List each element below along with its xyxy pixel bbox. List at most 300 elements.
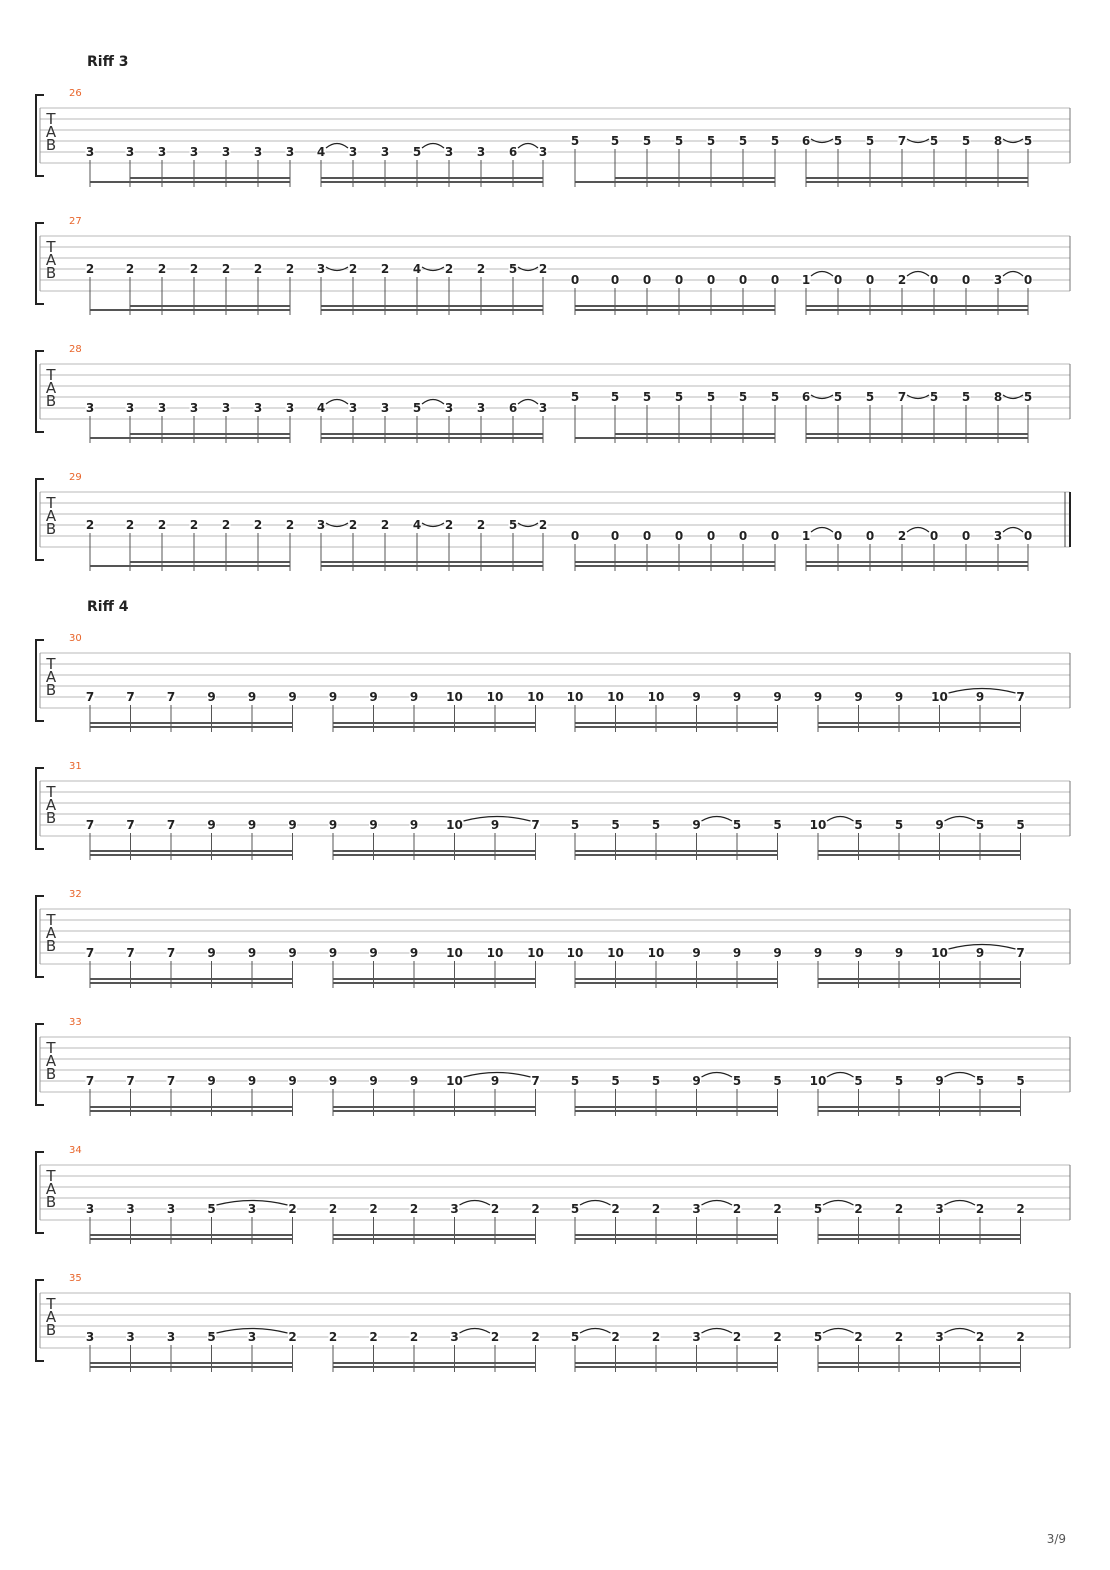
fret-number: 3 [125,401,135,415]
fret-number: 9 [328,818,338,832]
measure-number: 29 [69,472,82,483]
tie-slur [827,817,854,822]
fret-number: 5 [207,1202,216,1216]
fret-number: 5 [854,818,863,832]
measure-number: 27 [69,216,82,227]
measure-number: 26 [69,88,82,99]
fret-number: 10 [647,946,665,960]
tie-slur [823,1329,854,1334]
fret-number: 7 [166,818,176,832]
fret-number: 5 [610,390,620,404]
fret-number: 4 [412,518,422,532]
tab-clef-letter: A [45,507,57,525]
fret-number: 3 [157,401,167,415]
fret-number: 2 [369,1330,378,1344]
fret-number: 7 [166,690,176,704]
fret-number: 5 [1016,818,1025,832]
fret-number: 3 [85,145,95,159]
fret-number: 3 [157,145,167,159]
fret-number: 0 [961,529,971,543]
fret-number: 9 [288,1074,297,1088]
tab-clef-letter: B [45,937,57,955]
page-number: 3/9 [1046,1532,1066,1546]
fret-number: 7 [85,818,95,832]
fret-number: 2 [157,262,167,276]
fret-number: 9 [247,946,257,960]
fret-number: 9 [732,946,742,960]
fret-number: 2 [773,1202,782,1216]
fret-number: 9 [369,690,378,704]
fret-number: 2 [490,1202,500,1216]
fret-number: 9 [692,946,701,960]
tab-clef-letter: B [45,1065,57,1083]
fret-number: 8 [993,134,1003,148]
fret-number: 9 [773,946,782,960]
fret-number: 2 [288,1202,297,1216]
measure-number: 34 [69,1145,82,1156]
fret-number: 2 [531,1330,540,1344]
fret-number: 7 [85,946,95,960]
fret-number: 8 [993,390,1003,404]
fret-number: 5 [642,134,652,148]
fret-number: 9 [490,818,500,832]
fret-number: 3 [285,145,295,159]
fret-number: 0 [833,529,843,543]
fret-number: 9 [288,946,297,960]
tab-clef-letter: T [46,238,56,256]
fret-number: 5 [833,390,843,404]
tie-slur [702,1329,733,1334]
fret-number: 10 [566,690,584,704]
fret-number: 0 [706,273,716,287]
fret-number: 6 [508,401,518,415]
tab-clef-letter: T [46,494,56,512]
fret-number: 2 [369,1202,378,1216]
fret-number: 2 [897,529,907,543]
fret-number: 0 [674,273,684,287]
fret-number: 9 [409,946,419,960]
fret-number: 0 [738,529,748,543]
fret-number: 10 [446,946,463,960]
fret-number: 9 [409,1074,419,1088]
fret-number: 0 [961,273,971,287]
fret-number: 0 [770,273,780,287]
fret-number: 5 [770,390,780,404]
fret-number: 2 [125,262,135,276]
tab-clef-letter: T [46,783,56,801]
tab-clef-letter: A [45,379,57,397]
fret-number: 2 [651,1202,661,1216]
fret-number: 10 [527,946,544,960]
fret-number: 9 [328,1074,338,1088]
tie-slur [945,1201,976,1206]
fret-number: 0 [833,273,843,287]
fret-number: 2 [732,1202,742,1216]
fret-number: 3 [285,401,295,415]
fret-number: 7 [166,1074,176,1088]
fret-number: 2 [221,262,231,276]
fret-number: 0 [1023,273,1033,287]
fret-number: 0 [738,273,748,287]
tab-clef-letter: T [46,1039,56,1057]
fret-number: 2 [894,1330,904,1344]
fret-number: 5 [833,134,843,148]
fret-number: 5 [773,1074,782,1088]
fret-number: 2 [490,1330,500,1344]
fret-number: 5 [961,134,971,148]
fret-number: 9 [247,690,257,704]
fret-number: 10 [486,690,504,704]
fret-number: 3 [189,145,199,159]
fret-number: 2 [611,1202,620,1216]
fret-number: 2 [538,518,548,532]
fret-number: 5 [207,1330,216,1344]
fret-number: 3 [253,145,263,159]
tie-slur [945,1329,976,1334]
tab-clef-letter: T [46,911,56,929]
section-title-riff-3: Riff 3 [87,54,129,70]
fret-number: 2 [409,1330,419,1344]
fret-number: 6 [801,134,811,148]
fret-number: 5 [651,818,661,832]
fret-number: 2 [328,1330,338,1344]
fret-number: 9 [935,1074,944,1088]
fret-number: 2 [651,1330,661,1344]
fret-number: 2 [288,1330,297,1344]
fret-number: 5 [611,1074,620,1088]
tie-slur [460,1201,491,1206]
fret-number: 9 [409,818,419,832]
tab-clef-letter: B [45,809,57,827]
tab-clef-letter: A [45,123,57,141]
tab-clef-letter: A [45,796,57,814]
fret-number: 2 [476,518,486,532]
fret-number: 3 [247,1330,257,1344]
fret-number: 10 [931,690,948,704]
fret-number: 2 [611,1330,620,1344]
fret-number: 9 [207,1074,216,1088]
fret-number: 9 [692,818,701,832]
fret-number: 7 [85,690,95,704]
fret-number: 5 [732,818,742,832]
fret-number: 9 [247,818,257,832]
fret-number: 10 [607,946,624,960]
fret-number: 2 [285,518,295,532]
fret-number: 7 [166,946,176,960]
fret-number: 3 [166,1202,176,1216]
fret-number: 9 [854,690,863,704]
fret-number: 4 [316,145,326,159]
fret-number: 3 [348,401,358,415]
tie-slur [580,1201,611,1206]
tab-clef-letter: B [45,1193,57,1211]
section-title-riff-4: Riff 4 [87,599,129,615]
fret-number: 10 [486,946,504,960]
fret-number: 2 [253,262,263,276]
fret-number: 0 [865,529,875,543]
fret-number: 9 [207,690,216,704]
fret-number: 9 [288,690,297,704]
fret-number: 10 [566,946,584,960]
fret-number: 1 [801,529,811,543]
fret-number: 0 [929,273,939,287]
tie-slur [811,528,833,533]
fret-number: 2 [157,518,167,532]
fret-number: 2 [328,1202,338,1216]
fret-number: 7 [1016,690,1025,704]
fret-number: 3 [221,401,231,415]
tie-slur [945,817,976,822]
measure-number: 33 [69,1017,82,1028]
tie-slur [702,1201,733,1206]
tie-slur [326,144,348,149]
fret-number: 5 [674,134,684,148]
fret-number: 5 [651,1074,661,1088]
fret-number: 9 [692,1074,701,1088]
fret-number: 5 [570,1202,580,1216]
fret-number: 3 [125,145,135,159]
tab-clef-letter: A [45,1308,57,1326]
fret-number: 2 [125,518,135,532]
fret-number: 3 [450,1330,459,1344]
fret-number: 5 [570,134,580,148]
fret-number: 5 [570,818,580,832]
fret-number: 0 [570,529,580,543]
fret-number: 2 [1016,1330,1025,1344]
tab-clef-letter: A [45,924,57,942]
fret-number: 3 [221,145,231,159]
fret-number: 5 [642,390,652,404]
fret-number: 10 [809,1074,827,1088]
fret-number: 5 [894,818,904,832]
tab-clef-letter: T [46,110,56,128]
fret-number: 3 [380,145,390,159]
fret-number: 2 [773,1330,782,1344]
fret-number: 5 [738,134,748,148]
fret-number: 3 [316,262,326,276]
tie-slur [827,1073,854,1078]
fret-number: 5 [412,401,422,415]
tie-slur [1003,528,1023,533]
fret-number: 2 [444,518,454,532]
fret-number: 7 [126,690,135,704]
fret-number: 7 [531,1074,540,1088]
fret-number: 3 [126,1330,135,1344]
fret-number: 7 [126,1074,135,1088]
tie-slur [945,1073,976,1078]
fret-number: 9 [975,946,985,960]
fret-number: 3 [253,401,263,415]
fret-number: 0 [1023,529,1033,543]
fret-number: 9 [854,946,863,960]
fret-number: 3 [85,1202,95,1216]
fret-number: 2 [1016,1202,1025,1216]
fret-number: 5 [508,518,518,532]
fret-number: 3 [444,401,454,415]
fret-number: 2 [409,1202,419,1216]
fret-number: 2 [538,262,548,276]
fret-number: 5 [611,818,620,832]
fret-number: 3 [348,145,358,159]
fret-number: 2 [854,1202,863,1216]
fret-number: 10 [809,818,827,832]
fret-number: 9 [935,818,944,832]
fret-number: 3 [85,401,95,415]
fret-number: 4 [316,401,326,415]
fret-number: 0 [642,273,652,287]
fret-number: 3 [126,1202,135,1216]
fret-number: 3 [993,529,1003,543]
fret-number: 3 [476,401,486,415]
fret-number: 9 [288,818,297,832]
fret-number: 2 [348,262,358,276]
tie-slur [823,1201,854,1206]
fret-number: 2 [348,518,358,532]
fret-number: 2 [897,273,907,287]
fret-number: 5 [738,390,748,404]
fret-number: 9 [409,690,419,704]
fret-number: 9 [207,818,216,832]
fret-number: 3 [450,1202,459,1216]
tie-slur [460,1329,491,1334]
tab-clef-letter: B [45,136,57,154]
fret-number: 5 [610,134,620,148]
fret-number: 5 [975,818,985,832]
fret-number: 2 [380,518,390,532]
fret-number: 5 [508,262,518,276]
fret-number: 5 [865,134,875,148]
fret-number: 7 [85,1074,95,1088]
fret-number: 0 [610,529,620,543]
fret-number: 5 [773,818,782,832]
fret-number: 10 [527,690,544,704]
fret-number: 2 [85,518,95,532]
fret-number: 6 [508,145,518,159]
fret-number: 10 [446,1074,463,1088]
fret-number: 10 [931,946,948,960]
fret-number: 5 [706,390,716,404]
tab-clef-letter: A [45,1180,57,1198]
fret-number: 10 [647,690,665,704]
fret-number: 9 [975,690,985,704]
fret-number: 5 [975,1074,985,1088]
tie-slur [907,528,929,533]
fret-number: 3 [189,401,199,415]
fret-number: 0 [570,273,580,287]
fret-number: 5 [412,145,422,159]
fret-number: 7 [126,946,135,960]
fret-number: 5 [929,390,939,404]
fret-number: 10 [607,690,624,704]
tie-slur [702,817,733,822]
fret-number: 5 [894,1074,904,1088]
fret-number: 5 [732,1074,742,1088]
tie-slur [422,144,444,149]
fret-number: 5 [961,390,971,404]
fret-number: 2 [476,262,486,276]
fret-number: 2 [380,262,390,276]
fret-number: 3 [935,1202,944,1216]
fret-number: 2 [85,262,95,276]
measure-number: 32 [69,889,82,900]
fret-number: 5 [706,134,716,148]
tab-clef-letter: T [46,655,56,673]
fret-number: 0 [642,529,652,543]
fret-number: 9 [894,946,904,960]
fret-number: 2 [444,262,454,276]
tie-slur [702,1073,733,1078]
fret-number: 0 [674,529,684,543]
fret-number: 9 [328,946,338,960]
tab-clef-letter: T [46,366,56,384]
tab-clef-letter: B [45,520,57,538]
fret-number: 3 [538,145,548,159]
fret-number: 5 [929,134,939,148]
fret-number: 5 [813,1330,823,1344]
fret-number: 5 [854,1074,863,1088]
fret-number: 5 [1023,134,1033,148]
fret-number: 3 [993,273,1003,287]
tie-slur [326,400,348,405]
fret-number: 4 [412,262,422,276]
fret-number: 2 [189,518,199,532]
tab-clef-letter: B [45,681,57,699]
fret-number: 9 [813,690,823,704]
fret-number: 7 [897,134,907,148]
measure-number: 35 [69,1273,82,1284]
fret-number: 7 [531,818,540,832]
fret-number: 9 [773,690,782,704]
fret-number: 5 [1016,1074,1025,1088]
tab-clef-letter: A [45,668,57,686]
fret-number: 0 [865,273,875,287]
fret-number: 3 [247,1202,257,1216]
fret-number: 10 [446,690,463,704]
fret-number: 7 [897,390,907,404]
fret-number: 5 [570,1074,580,1088]
tab-clef-letter: T [46,1167,56,1185]
fret-number: 2 [975,1202,985,1216]
fret-number: 9 [813,946,823,960]
fret-number: 3 [85,1330,95,1344]
fret-number: 5 [770,134,780,148]
fret-number: 0 [610,273,620,287]
tab-clef-letter: A [45,251,57,269]
tab-clef-letter: B [45,1321,57,1339]
fret-number: 2 [221,518,231,532]
tie-slur [518,400,538,405]
fret-number: 5 [1023,390,1033,404]
fret-number: 0 [770,529,780,543]
measure-number: 30 [69,633,82,644]
tie-slur [907,272,929,277]
fret-number: 5 [813,1202,823,1216]
fret-number: 2 [189,262,199,276]
fret-number: 3 [444,145,454,159]
fret-number: 5 [570,1330,580,1344]
measure-number: 28 [69,344,82,355]
fret-number: 9 [207,946,216,960]
tie-slur [580,1329,611,1334]
fret-number: 3 [166,1330,176,1344]
fret-number: 9 [732,690,742,704]
fret-number: 2 [854,1330,863,1344]
fret-number: 10 [446,818,463,832]
fret-number: 9 [894,690,904,704]
fret-number: 9 [247,1074,257,1088]
fret-number: 2 [894,1202,904,1216]
tab-clef-letter: A [45,1052,57,1070]
